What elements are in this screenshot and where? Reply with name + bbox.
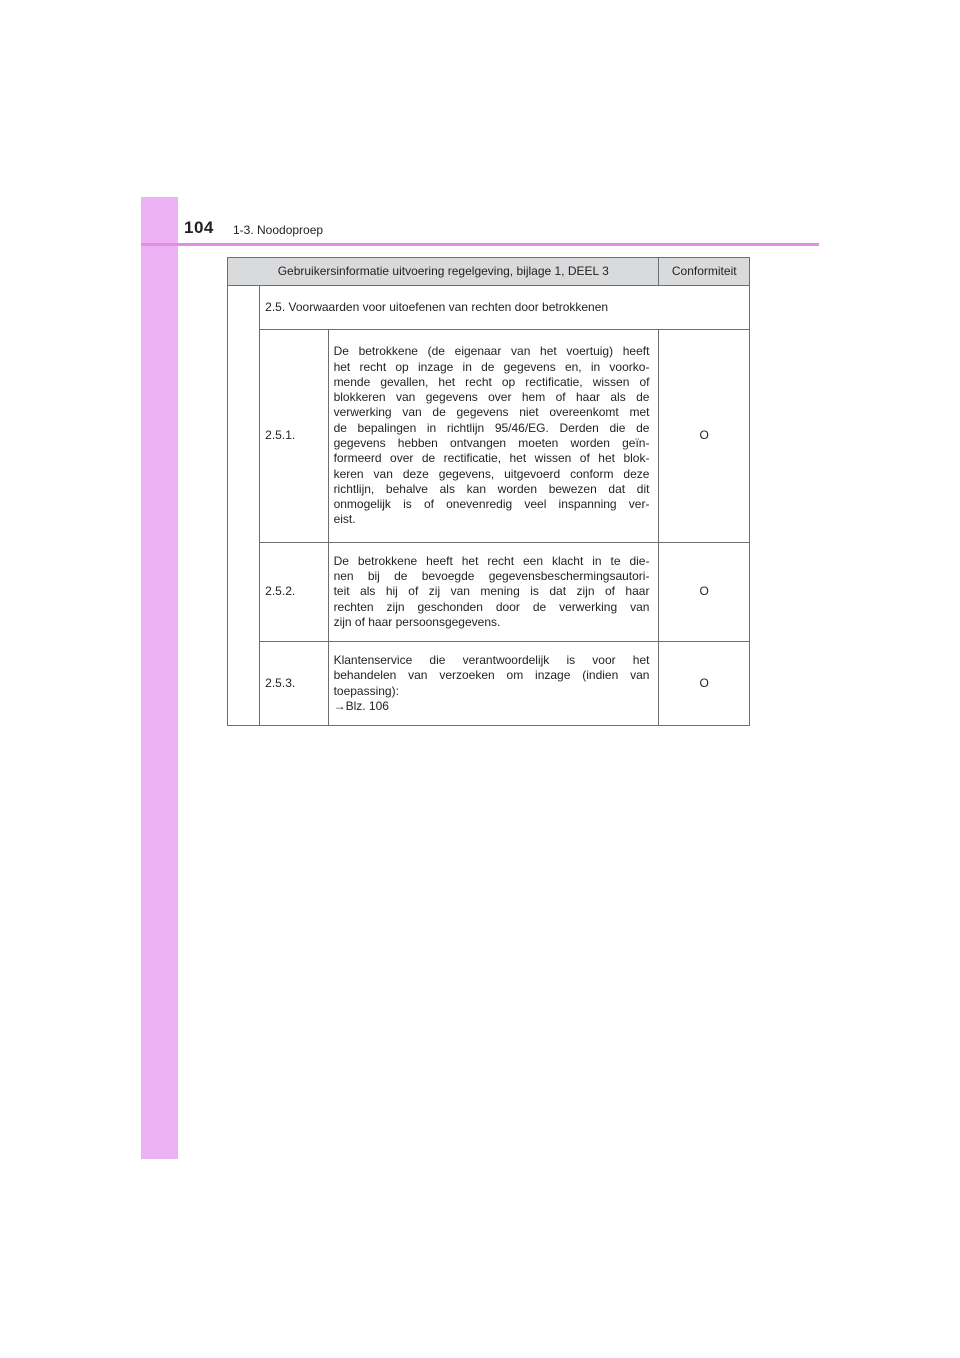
row-number: 2.5.2. <box>260 543 328 642</box>
row-text <box>328 543 659 642</box>
text-line: toepassing): <box>333 683 399 698</box>
conformity-mark: O <box>659 330 750 543</box>
text-line: eist. <box>333 512 356 527</box>
page-reference: →Blz. 106 <box>333 698 389 713</box>
table-header-row <box>228 258 750 286</box>
row-number: 2.5.3. <box>260 642 328 726</box>
section-title: 1-3. Noodoproep <box>233 223 324 237</box>
text-line: blokkeren van gegevens over hem of haar als de <box>333 390 650 405</box>
side-color-band <box>141 197 178 1159</box>
text-line: de bepalingen in richtlijn 95/46/EG. Derden die de <box>333 420 650 435</box>
conformity-mark: O <box>659 543 750 642</box>
table-row <box>228 330 750 543</box>
regulation-table <box>227 257 750 726</box>
table-row <box>228 642 750 726</box>
text-line: De betrokkene (de eigenaar van het voertuig) heeft <box>333 344 650 359</box>
conformity-mark: O <box>659 642 750 726</box>
text-line: richtlijn, behalve als kan worden bewezen dat dit <box>333 481 650 496</box>
row-text <box>328 330 659 543</box>
text-line: verwerking van de gegevens niet overeenkomt met <box>333 405 650 420</box>
header-divider <box>141 243 819 246</box>
indent-cell <box>228 286 260 726</box>
text-line: het recht op inzage in de gegevens en, in voorko- <box>333 359 650 374</box>
section-heading-row <box>228 286 750 330</box>
table-row <box>228 543 750 642</box>
text-line: teit als hij of zij van mening is dat zijn of haar <box>333 584 650 599</box>
text-line: onmogelijk is of onevenredig veel inspanning ver- <box>333 497 650 512</box>
section-heading: 2.5. Voorwaarden voor uitoefenen van rechten door betrokkenen <box>260 286 750 330</box>
text-line: zijn of haar persoonsgegevens. <box>333 614 501 629</box>
text-line: rechten zijn geschonden door de verwerking van <box>333 599 650 614</box>
text-line: nen bij de bevoegde gegevensbeschermingsautori- <box>333 569 650 584</box>
text-line: behandelen van verzoeken om inzage (indien van <box>333 668 650 683</box>
column-header-conformity: Conformiteit <box>659 258 750 286</box>
page-number: 104 <box>184 218 214 237</box>
column-header-main: Gebruikersinformatie uitvoering regelgeving, bijlage 1, DEEL 3 <box>228 258 659 286</box>
text-line: keren van deze gegevens, uitgevoerd conform deze <box>333 466 650 481</box>
text-line: formeerd over de rectificatie, het wissen of het blok- <box>333 451 650 466</box>
text-line: mende gevallen, het recht op rectificatie, wissen of <box>333 374 650 389</box>
text-line: gegevens hebben ontvangen moeten worden geïn- <box>333 436 650 450</box>
text-line: Klantenservice die verantwoordelijk is voor het <box>333 652 650 667</box>
row-text <box>328 642 659 726</box>
text-line: De betrokkene heeft het recht een klacht in te die- <box>333 553 650 568</box>
row-number: 2.5.1. <box>260 330 328 543</box>
